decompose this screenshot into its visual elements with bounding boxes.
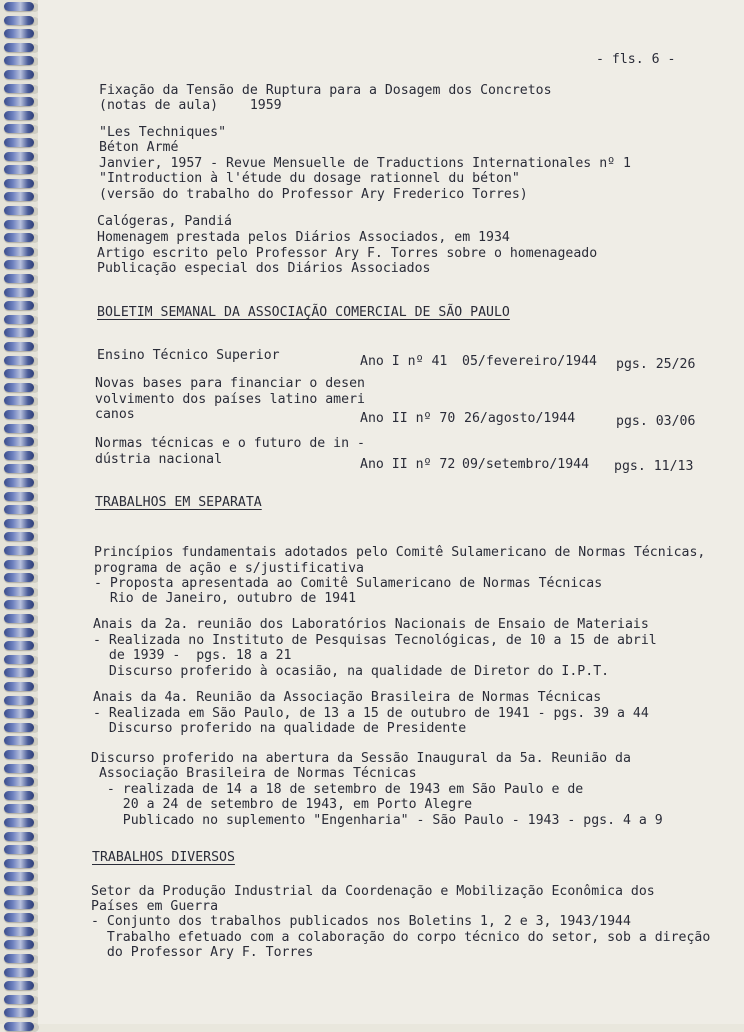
boletim-pages: pgs. 25/26 <box>616 357 696 372</box>
spiral-coil <box>4 165 34 174</box>
spiral-coil <box>4 70 34 79</box>
spiral-coil <box>4 43 34 52</box>
spiral-coil <box>4 900 34 909</box>
spiral-coil <box>4 424 34 433</box>
spiral-coil <box>4 777 34 786</box>
spiral-coil <box>4 1008 34 1017</box>
boletim-date: 26/agosto/1944 <box>464 411 576 426</box>
diversos-line: - Conjunto dos trabalhos publicados nos Boletins 1, 2 e 3, 1943/1944 <box>91 914 631 929</box>
spiral-coil <box>4 328 34 337</box>
diversos-line: Trabalho efetuado com a colaboração do corpo técnico do setor, sob a direção <box>91 930 711 945</box>
entry-line: (versão do trabalho do Professor Ary Frederico Torres) <box>99 187 528 202</box>
spiral-coil <box>4 111 34 120</box>
boletim-title: dústria nacional <box>95 452 223 467</box>
spiral-coil <box>4 492 34 501</box>
spiral-coil <box>4 342 34 351</box>
spiral-coil <box>4 940 34 949</box>
spiral-coil <box>4 124 34 133</box>
spiral-coil <box>4 628 34 637</box>
spiral-coil <box>4 968 34 977</box>
spiral-coil <box>4 410 34 419</box>
spiral-coil <box>4 954 34 963</box>
entry-line: Fixação da Tensão de Ruptura para a Dosagem dos Concretos <box>99 83 552 98</box>
spiral-coil <box>4 981 34 990</box>
spiral-coil <box>4 56 34 65</box>
spiral-coil <box>4 301 34 310</box>
spiral-coil <box>4 832 34 841</box>
boletim-issue: Ano II nº 70 <box>360 411 456 426</box>
separata-line: 20 a 24 de setembro de 1943, em Porto Alegre <box>91 797 473 812</box>
spiral-coil <box>4 220 34 229</box>
separata-line: de 1939 - pgs. 18 a 21 <box>93 648 292 663</box>
spiral-coil <box>4 573 34 582</box>
diversos-line: do Professor Ary F. Torres <box>91 945 314 960</box>
spiral-coil <box>4 750 34 759</box>
entry-line: Janvier, 1957 - Revue Mensuelle de Traductions Internationales nº 1 <box>99 156 631 171</box>
spiral-coil <box>4 451 34 460</box>
boletim-pages: pgs. 11/13 <box>614 459 694 474</box>
separata-line: - Realizada em São Paulo, de 13 a 15 de outubro de 1941 - pgs. 39 a 44 <box>93 706 649 721</box>
entry-line: Artigo escrito pelo Professor Ary F. Torres sobre o homenageado <box>97 246 598 261</box>
spiral-coil <box>4 29 34 38</box>
boletim-title: Ensino Técnico Superior <box>97 348 280 363</box>
entry-line: (notas de aula) 1959 <box>99 98 282 113</box>
spiral-coil <box>4 927 34 936</box>
spiral-coil <box>4 709 34 718</box>
spiral-coil <box>4 600 34 609</box>
spiral-coil <box>4 274 34 283</box>
spiral-coil <box>4 736 34 745</box>
boletim-title: volvimento dos países latino ameri <box>95 392 365 407</box>
separata-line: Discurso proferido na abertura da Sessão Inaugural da 5a. Reunião da <box>91 751 631 766</box>
separata-line: Anais da 4a. Reunião da Associação Brasileira de Normas Técnicas <box>93 690 602 705</box>
spiral-coil <box>4 206 34 215</box>
entry-line: Béton Armé <box>99 140 179 155</box>
separata-line: programa de ação e s/justificativa <box>94 561 364 576</box>
spiral-coil <box>4 233 34 242</box>
boletim-title: canos <box>95 407 135 422</box>
spiral-coil <box>4 2 34 11</box>
spiral-coil <box>4 682 34 691</box>
diversos-line: Países em Guerra <box>91 899 219 914</box>
boletim-date: 09/setembro/1944 <box>462 457 590 472</box>
spiral-coil <box>4 152 34 161</box>
spiral-coil <box>4 138 34 147</box>
separata-line: - Proposta apresentada ao Comitê Sulamericano de Normas Técnicas <box>94 576 603 591</box>
boletim-issue: Ano I nº 41 <box>360 354 448 369</box>
spiral-coil <box>4 356 34 365</box>
spiral-coil <box>4 505 34 514</box>
spiral-coil <box>4 519 34 528</box>
spiral-coil <box>4 995 34 1004</box>
section-heading-diversos: TRABALHOS DIVERSOS <box>92 850 235 865</box>
spiral-coil <box>4 886 34 895</box>
spiral-coil <box>4 764 34 773</box>
spiral-coil <box>4 192 34 201</box>
separata-line: Associação Brasileira de Normas Técnicas <box>91 766 417 781</box>
spiral-coil <box>4 396 34 405</box>
spiral-coil <box>4 818 34 827</box>
spiral-coil <box>4 859 34 868</box>
spiral-coil <box>4 655 34 664</box>
spiral-coil <box>4 288 34 297</box>
spiral-coil <box>4 464 34 473</box>
entry-line: Publicação especial dos Diários Associados <box>97 261 431 276</box>
spiral-coil <box>4 804 34 813</box>
spiral-coil <box>4 1022 34 1031</box>
spiral-coil <box>4 532 34 541</box>
separata-line: Publicado no suplemento "Engenharia" - São Paulo - 1943 - pgs. 4 a 9 <box>91 813 663 828</box>
spiral-coil <box>4 369 34 378</box>
spiral-coil <box>4 587 34 596</box>
separata-line: Princípios fundamentais adotados pelo Comitê Sulamericano de Normas Técnicas, <box>94 545 706 560</box>
spiral-coil <box>4 179 34 188</box>
spiral-coil <box>4 845 34 854</box>
boletim-title: Novas bases para financiar o desen <box>95 376 365 391</box>
spiral-coil <box>4 641 34 650</box>
spiral-coil <box>4 247 34 256</box>
spiral-coil <box>4 260 34 269</box>
boletim-issue: Ano II nº 72 <box>360 457 456 472</box>
spiral-coil <box>4 383 34 392</box>
separata-line: Anais da 2a. reunião dos Laboratórios Nacionais de Ensaio de Materiais <box>93 617 649 632</box>
spiral-coil <box>4 560 34 569</box>
entry-line: "Les Techniques" <box>99 125 227 140</box>
separata-line: Discurso proferido na qualidade de Presidente <box>93 721 467 736</box>
spiral-coil <box>4 614 34 623</box>
spiral-coil <box>4 84 34 93</box>
entry-line: Homenagem prestada pelos Diários Associados, em 1934 <box>97 230 510 245</box>
spiral-coil <box>4 791 34 800</box>
section-heading-boletim: BOLETIM SEMANAL DA ASSOCIAÇÃO COMERCIAL DE SÃO PAULO <box>97 305 510 320</box>
spiral-coil <box>4 913 34 922</box>
spiral-coil <box>4 872 34 881</box>
boletim-date: 05/fevereiro/1944 <box>462 354 597 369</box>
spiral-coil <box>4 668 34 677</box>
separata-line: - Realizada no Instituto de Pesquisas Tecnológicas, de 10 a 15 de abril <box>93 633 657 648</box>
spiral-coil <box>4 16 34 25</box>
spiral-coil <box>4 315 34 324</box>
boletim-title: Normas técnicas e o futuro de in - <box>95 436 365 451</box>
spiral-coil <box>4 723 34 732</box>
entry-line: "Introduction à l'étude du dosage rationnel du béton" <box>99 171 520 186</box>
spiral-coil <box>4 546 34 555</box>
separata-line: - realizada de 14 a 18 de setembro de 1943 em São Paulo e de <box>91 782 584 797</box>
spiral-coil <box>4 97 34 106</box>
spiral-coil <box>4 437 34 446</box>
spiral-coil <box>4 478 34 487</box>
separata-line: Discurso proferido à ocasião, na qualidade de Diretor do I.P.T. <box>93 664 610 679</box>
spiral-coil <box>4 696 34 705</box>
spiral-binding <box>0 0 40 1024</box>
boletim-pages: pgs. 03/06 <box>616 414 696 429</box>
section-heading-separata: TRABALHOS EM SEPARATA <box>95 495 262 510</box>
diversos-line: Setor da Produção Industrial da Coordenação e Mobilização Econômica dos <box>91 884 655 899</box>
entry-line: Calógeras, Pandiá <box>97 214 232 229</box>
page-number: - fls. 6 - <box>596 52 676 67</box>
separata-line: Rio de Janeiro, outubro de 1941 <box>94 591 357 606</box>
